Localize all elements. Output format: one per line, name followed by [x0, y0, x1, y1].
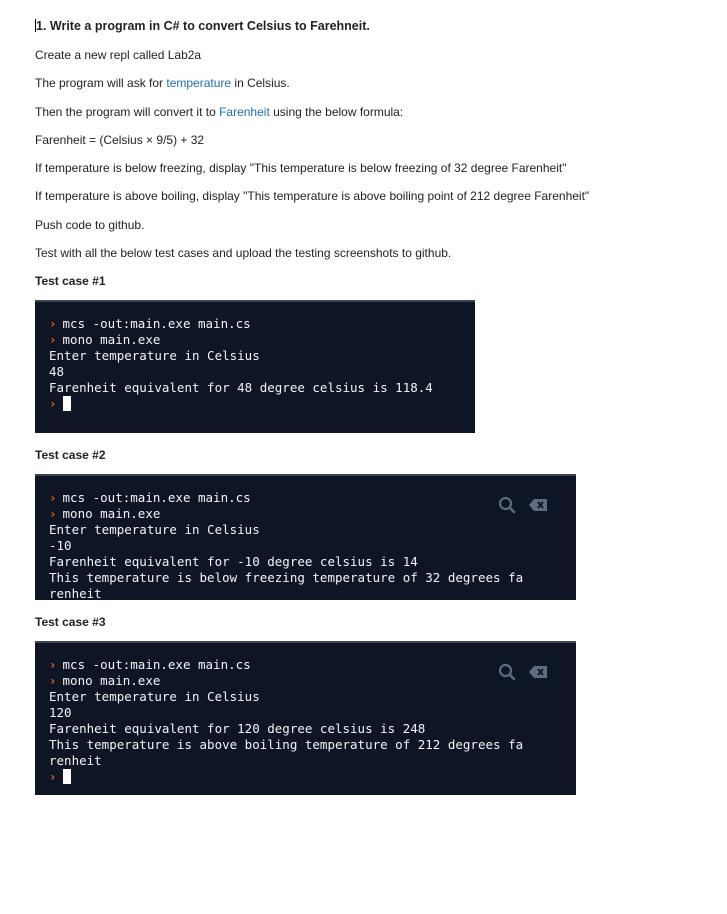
search-icon[interactable]: [498, 496, 516, 514]
test-case-3-heading: Test case #3: [35, 615, 106, 629]
instruction-ask-end: in Celsius.: [231, 76, 290, 90]
terminal-toolbar: [498, 663, 548, 681]
cursor-block: [63, 396, 71, 411]
command-run: mono main.exe: [62, 673, 161, 688]
terminal-input-line[interactable]: [49, 769, 576, 785]
terminal-line: [49, 490, 576, 506]
prompt-icon: ›: [49, 673, 57, 688]
command-compile: mcs -out:main.exe main.cs: [62, 316, 251, 331]
command-compile: mcs -out:main.exe main.cs: [62, 657, 251, 672]
search-icon[interactable]: [498, 663, 516, 681]
terminal-output: 48: [49, 364, 65, 379]
terminal-output: -10: [49, 538, 72, 553]
page-title: [35, 18, 370, 34]
terminal-line: [49, 316, 475, 332]
prompt-icon: ›: [49, 316, 57, 331]
terminal-output: Farenheit equivalent for -10 degree celsius is 14: [49, 554, 418, 569]
instruction-convert-end: using the below formula:: [269, 105, 404, 119]
farenheit-link[interactable]: Farenheit: [219, 105, 270, 119]
terminal-output: renheit: [49, 753, 102, 768]
terminal-line: [49, 332, 475, 348]
title-number: 1: [36, 19, 43, 33]
instruction-freezing: If temperature is below freezing, display "This temperature is below freezing of 32 degree Farenheit": [35, 161, 567, 175]
prompt-icon: ›: [49, 332, 57, 347]
test-case-1-heading: Test case #1: [35, 274, 106, 288]
cursor-block: [63, 769, 71, 784]
command-run: mono main.exe: [62, 332, 161, 347]
instruction-convert: [35, 104, 403, 120]
terminal-screenshot-2: [35, 474, 576, 600]
instruction-boiling: If temperature is above boiling, display "This temperature is above boiling point of 212 degree Farenheit": [35, 189, 590, 203]
instruction-ask-text: The program will ask for: [35, 76, 167, 90]
title-text: . Write a program in C# to convert Celsius to Farehneit.: [42, 19, 370, 33]
clear-icon[interactable]: [528, 665, 548, 679]
terminal-line: [49, 673, 576, 689]
prompt-icon: ›: [49, 490, 57, 505]
terminal-output: renheit: [49, 586, 102, 600]
instruction-test: Test with all the below test cases and upload the testing screenshots to github.: [35, 246, 452, 260]
terminal-output: Enter temperature in Celsius: [49, 522, 260, 537]
prompt-icon: ›: [49, 657, 57, 672]
terminal-line: [49, 506, 576, 522]
test-case-2-heading: Test case #2: [35, 448, 106, 462]
prompt-icon: ›: [49, 506, 57, 521]
terminal-output: This temperature is above boiling temperature of 212 degrees fa: [49, 737, 524, 752]
terminal-output: Enter temperature in Celsius: [49, 689, 260, 704]
terminal-input-line[interactable]: [49, 396, 475, 412]
terminal-output: 120: [49, 705, 72, 720]
terminal-screenshot-3: [35, 641, 576, 795]
instruction-ask: [35, 75, 290, 91]
terminal-output: This temperature is below freezing temperature of 32 degrees fa: [49, 570, 524, 585]
instruction-convert-text: Then the program will convert it to: [35, 105, 220, 119]
terminal-output: Farenheit equivalent for 120 degree celsius is 248: [49, 721, 426, 736]
terminal-output: Enter temperature in Celsius: [49, 348, 260, 363]
terminal-line: [49, 657, 576, 673]
temperature-link[interactable]: temperature: [166, 76, 232, 90]
terminal-toolbar: [498, 496, 548, 514]
prompt-icon: ›: [49, 396, 57, 411]
formula: Farenheit = (Celsius × 9/5) + 32: [35, 133, 205, 147]
instruction-repl: Create a new repl called Lab2a: [35, 48, 202, 62]
clear-icon[interactable]: [528, 498, 548, 512]
instruction-push: Push code to github.: [35, 218, 145, 232]
terminal-output: Farenheit equivalent for 48 degree celsius is 118.4: [49, 380, 433, 395]
terminal-screenshot-1: [35, 300, 475, 433]
command-run: mono main.exe: [62, 506, 161, 521]
prompt-icon: ›: [49, 769, 57, 784]
command-compile: mcs -out:main.exe main.cs: [62, 490, 251, 505]
